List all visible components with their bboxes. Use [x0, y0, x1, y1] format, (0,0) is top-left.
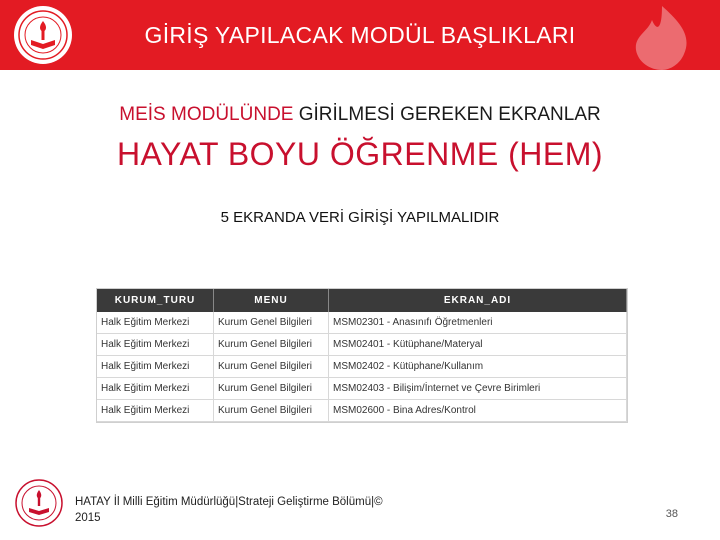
- table-row: [97, 334, 627, 356]
- table-cell: Kurum Genel Bilgileri: [214, 334, 329, 356]
- table-cell: Kurum Genel Bilgileri: [214, 356, 329, 378]
- table-cell: Halk Eğitim Merkezi: [97, 356, 214, 378]
- footer-line-2: 2015: [75, 512, 101, 524]
- header-title: GİRİŞ YAPILACAK MODÜL BAŞLIKLARI: [144, 22, 576, 48]
- main-title: HAYAT BOYU ÖĞRENME (HEM): [116, 136, 604, 172]
- subtitle: [0, 104, 720, 126]
- table-cell: Kurum Genel Bilgileri: [214, 378, 329, 400]
- table-row: [97, 378, 627, 400]
- table-cell: MSM02403 - Bilişim/İnternet ve Çevre Birimleri: [329, 378, 627, 400]
- column-header-menu: MENU: [214, 289, 329, 312]
- table-cell: Halk Eğitim Merkezi: [97, 378, 214, 400]
- table-cell: Halk Eğitim Merkezi: [97, 334, 214, 356]
- footer-line-1: HATAY İl Milli Eğitim Müdürlüğü|Strateji Geliştirme Bölümü|©: [75, 496, 383, 508]
- table-cell: MSM02401 - Kütüphane/Materyal: [329, 334, 627, 356]
- page-number: 38: [665, 508, 678, 520]
- flame-watermark-icon: [622, 2, 702, 70]
- table-cell: Kurum Genel Bilgileri: [214, 400, 329, 422]
- table-row: [97, 312, 627, 334]
- column-header-ekran-adi: EKRAN_ADI: [329, 289, 627, 312]
- table-cell: Halk Eğitim Merkezi: [97, 312, 214, 334]
- subtitle-highlight: MEİS MODÜLÜNDE: [119, 104, 294, 125]
- header-bar: [0, 0, 720, 70]
- footer-text: [75, 494, 455, 526]
- hatay-logo-icon: [14, 478, 64, 528]
- table-cell: MSM02301 - Anasınıfı Öğretmenleri: [329, 312, 627, 334]
- subtitle-rest: GİRİLMESİ GEREKEN EKRANLAR: [293, 104, 601, 125]
- table-row: [97, 400, 627, 422]
- column-header-kurum-turu: KURUM_TURU: [97, 289, 214, 312]
- screens-table: [96, 288, 628, 423]
- table-header-row: [97, 289, 627, 312]
- table-cell: MSM02600 - Bina Adres/Kontrol: [329, 400, 627, 422]
- table-cell: MSM02402 - Kütüphane/Kullanım: [329, 356, 627, 378]
- table-cell: Halk Eğitim Merkezi: [97, 400, 214, 422]
- instruction-text: 5 EKRANDA VERİ GİRİŞİ YAPILMALIDIR: [220, 209, 500, 226]
- table-cell: Kurum Genel Bilgileri: [214, 312, 329, 334]
- table-row: [97, 356, 627, 378]
